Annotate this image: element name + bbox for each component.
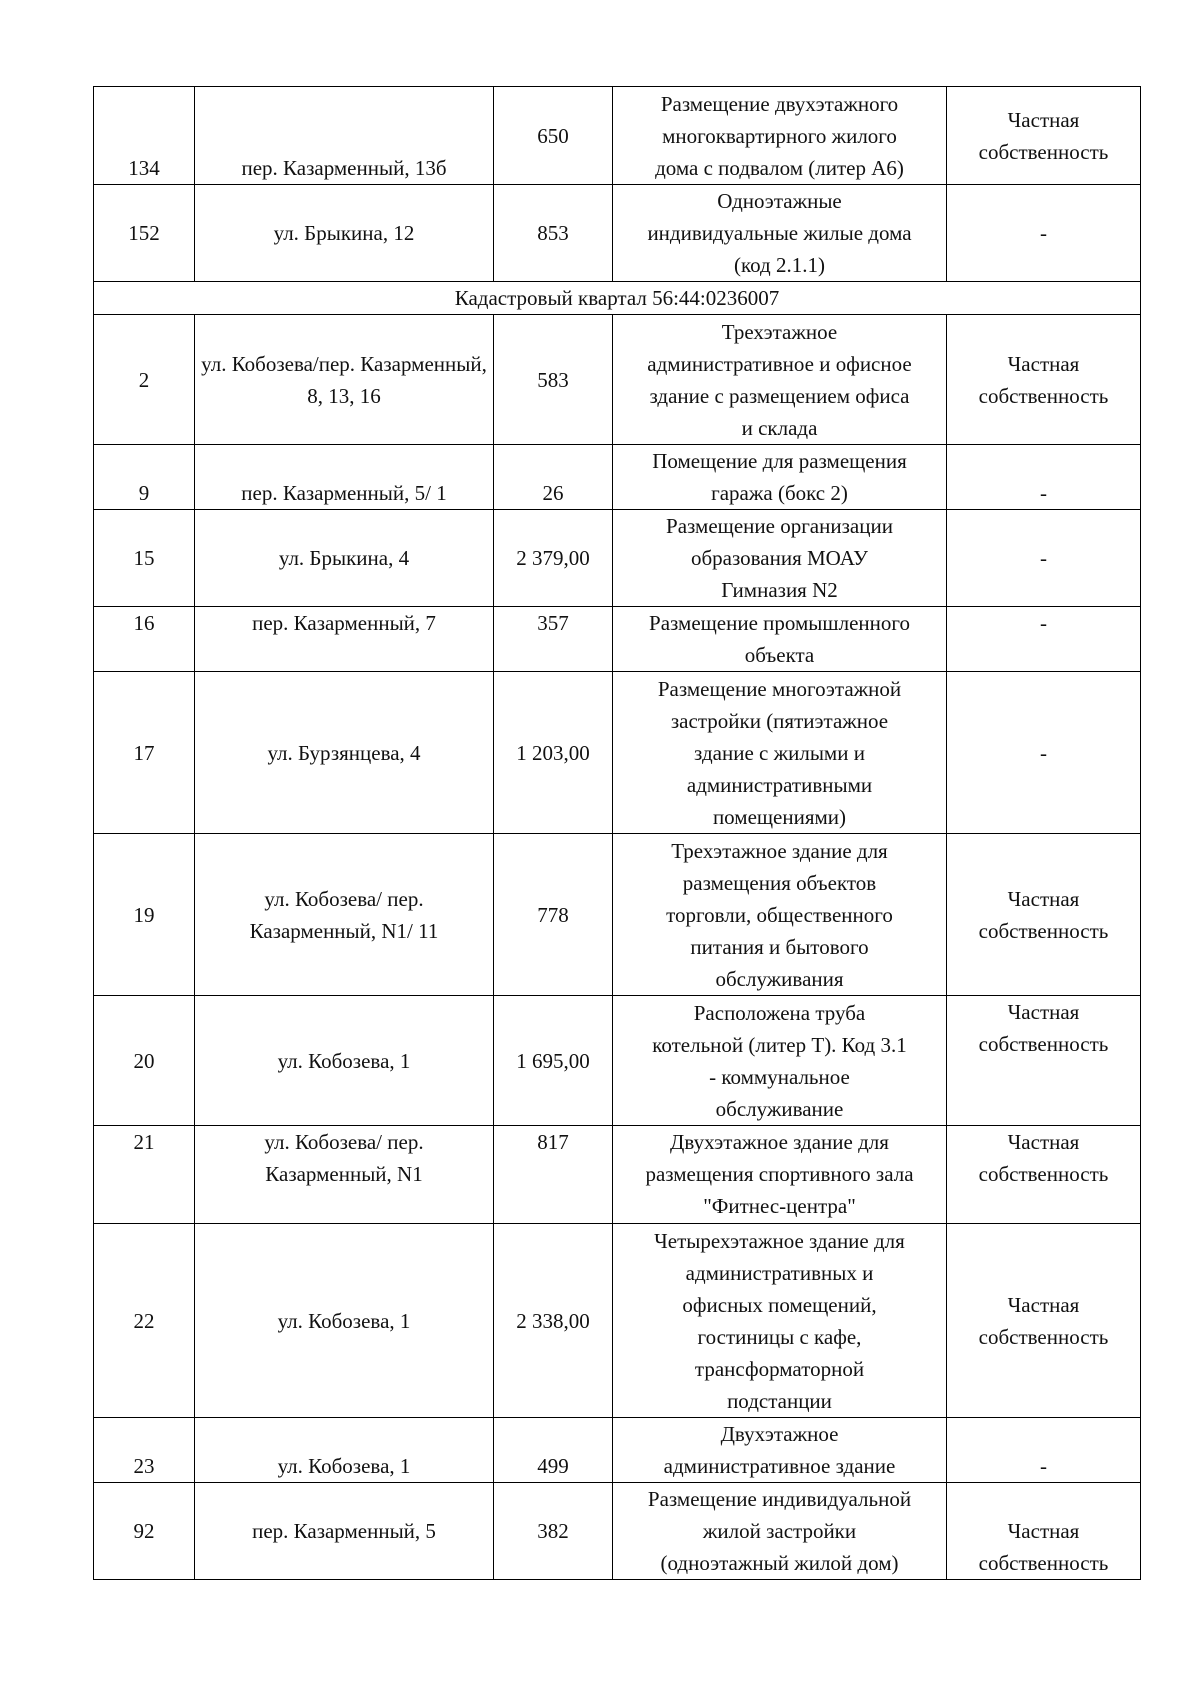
permitted-use-line: Помещение для размещения <box>652 449 907 473</box>
permitted-use-line: трансформаторной <box>694 1356 865 1381</box>
permitted-use-line: (одноэтажный жилой дом) <box>660 1551 899 1575</box>
table-row <box>94 510 1141 607</box>
permitted-use-cell <box>613 185 947 282</box>
table-row <box>94 1126 1141 1224</box>
ownership-cell: - <box>947 445 1141 510</box>
table-row <box>94 1224 1141 1418</box>
permitted-use-line: Размещение многоэтажной <box>657 676 902 701</box>
permitted-use-line: образования МОАУ <box>690 546 868 570</box>
table-row <box>94 834 1141 996</box>
permitted-use-cell <box>613 315 947 445</box>
address-cell: пер. Казарменный, 7 <box>195 607 494 672</box>
table-row <box>94 1483 1141 1580</box>
ownership-cell: - <box>947 607 1141 672</box>
permitted-use-line: Гимназия N2 <box>721 578 838 602</box>
table-row <box>94 607 1141 672</box>
permitted-use-cell <box>613 607 947 672</box>
permitted-use-line: подстанции <box>727 1388 832 1413</box>
permitted-use-line: здание с жилыми и <box>694 740 865 765</box>
permitted-use-cell <box>613 834 947 996</box>
ownership-cell: Частная собственность <box>947 1224 1141 1418</box>
address-cell: пер. Казарменный, 5 <box>195 1483 494 1580</box>
row-number-cell: 16 <box>94 607 195 672</box>
land-plots-table <box>93 86 1141 1580</box>
area-cell: 2 379,00 <box>494 510 613 607</box>
address-cell: ул. Брыкина, 12 <box>195 185 494 282</box>
permitted-use-line: Размещение двухэтажного <box>660 91 899 116</box>
table-row <box>94 315 1141 445</box>
permitted-use-line: индивидуальные жилые дома <box>647 221 912 245</box>
cadastral-block-title: Кадастровый квартал 56:44:0236007 <box>94 282 1141 315</box>
ownership-cell: - <box>947 510 1141 607</box>
row-number-cell: 134 <box>94 87 195 185</box>
area-cell: 1 203,00 <box>494 672 613 834</box>
permitted-use-cell <box>613 87 947 185</box>
address-cell: ул. Кобозева, 1 <box>195 996 494 1126</box>
permitted-use-cell <box>613 1418 947 1483</box>
area-cell: 357 <box>494 607 613 672</box>
address-cell: пер. Казарменный, 13б <box>195 87 494 185</box>
ownership-cell: Частная собственность <box>947 315 1141 445</box>
area-cell: 583 <box>494 315 613 445</box>
table-row <box>94 185 1141 282</box>
row-number-cell: 20 <box>94 996 195 1126</box>
permitted-use-line: Расположена труба <box>693 1000 866 1025</box>
address-cell: ул. Кобозева, 1 <box>195 1224 494 1418</box>
table-row <box>94 445 1141 510</box>
area-cell: 382 <box>494 1483 613 1580</box>
address-cell: пер. Казарменный, 5/ 1 <box>195 445 494 510</box>
permitted-use-line: обслуживание <box>715 1096 844 1121</box>
row-number-cell: 92 <box>94 1483 195 1580</box>
row-number-cell: 152 <box>94 185 195 282</box>
ownership-cell: - <box>947 672 1141 834</box>
address-cell: ул. Кобозева, 1 <box>195 1418 494 1483</box>
permitted-use-line: помещениями) <box>712 804 847 829</box>
permitted-use-line: Двухэтажное здание для <box>670 1130 889 1154</box>
permitted-use-line: административных и <box>685 1260 874 1285</box>
permitted-use-line: Размещение организации <box>666 514 893 538</box>
permitted-use-line: многоквартирного жилого <box>662 123 897 148</box>
permitted-use-line: Четырехэтажное здание для <box>654 1228 905 1253</box>
ownership-cell: - <box>947 185 1141 282</box>
row-number-cell: 19 <box>94 834 195 996</box>
area-cell: 817 <box>494 1126 613 1224</box>
permitted-use-cell <box>613 445 947 510</box>
permitted-use-cell <box>613 996 947 1126</box>
permitted-use-line: административное здание <box>663 1454 896 1478</box>
table-row <box>94 996 1141 1126</box>
table-body <box>94 87 1141 1580</box>
permitted-use-line: (код 2.1.1) <box>734 253 825 277</box>
area-cell: 778 <box>494 834 613 996</box>
permitted-use-line: гостиницы с кафе, <box>697 1324 862 1349</box>
permitted-use-line: гаража (бокс 2) <box>711 481 848 505</box>
row-number-cell: 9 <box>94 445 195 510</box>
permitted-use-line: котельной (литер Т). Код 3.1 <box>652 1032 907 1057</box>
permitted-use-line: административное и офисное <box>647 351 912 376</box>
area-cell: 650 <box>494 87 613 185</box>
permitted-use-line: обслуживания <box>715 966 844 991</box>
address-cell: ул. Бурзянцева, 4 <box>195 672 494 834</box>
address-cell: ул. Кобозева/пер. Казарменный, 8, 13, 16 <box>195 315 494 445</box>
permitted-use-line: размещения объектов <box>682 870 877 895</box>
row-number-cell: 21 <box>94 1126 195 1224</box>
ownership-cell: Частная собственность <box>947 1126 1141 1224</box>
permitted-use-line: - коммунальное <box>709 1064 850 1089</box>
permitted-use-line: размещения спортивного зала <box>645 1162 914 1186</box>
permitted-use-line: питания и бытового <box>690 934 869 959</box>
permitted-use-line: и склада <box>741 415 818 440</box>
row-number-cell: 15 <box>94 510 195 607</box>
permitted-use-line: здание с размещением офиса <box>649 383 910 408</box>
area-cell: 26 <box>494 445 613 510</box>
ownership-cell: Частная собственность <box>947 1483 1141 1580</box>
permitted-use-cell <box>613 672 947 834</box>
permitted-use-line: жилой застройки <box>702 1519 857 1543</box>
permitted-use-line: торговли, общественного <box>666 902 893 927</box>
table-row <box>94 87 1141 185</box>
address-cell: ул. Кобозева/ пер. Казарменный, N1/ 11 <box>195 834 494 996</box>
table-row <box>94 1418 1141 1483</box>
ownership-cell: Частная собственность <box>947 834 1141 996</box>
ownership-cell: - <box>947 1418 1141 1483</box>
permitted-use-cell <box>613 1224 947 1418</box>
table-row <box>94 672 1141 834</box>
ownership-cell: Частная собственность <box>947 87 1141 185</box>
area-cell: 853 <box>494 185 613 282</box>
permitted-use-line: "Фитнес-центра" <box>703 1194 856 1218</box>
permitted-use-line: административными <box>686 772 873 797</box>
row-number-cell: 23 <box>94 1418 195 1483</box>
permitted-use-line: Двухэтажное <box>720 1422 839 1446</box>
permitted-use-cell <box>613 1483 947 1580</box>
permitted-use-line: Одноэтажные <box>717 189 842 213</box>
permitted-use-line: офисных помещений, <box>682 1292 877 1317</box>
permitted-use-cell <box>613 510 947 607</box>
section-header-row <box>94 282 1141 315</box>
row-number-cell: 17 <box>94 672 195 834</box>
permitted-use-line: Трехэтажное здание для <box>671 838 888 863</box>
permitted-use-line: Размещение промышленного <box>649 611 910 635</box>
address-cell: ул. Брыкина, 4 <box>195 510 494 607</box>
ownership-cell: Частная собственность <box>947 996 1141 1126</box>
area-cell: 499 <box>494 1418 613 1483</box>
permitted-use-line: Размещение индивидуальной <box>647 1487 912 1511</box>
permitted-use-line: Трехэтажное <box>721 319 838 344</box>
row-number-cell: 2 <box>94 315 195 445</box>
address-cell: ул. Кобозева/ пер. Казарменный, N1 <box>195 1126 494 1224</box>
permitted-use-cell <box>613 1126 947 1224</box>
area-cell: 2 338,00 <box>494 1224 613 1418</box>
permitted-use-line: застройки (пятиэтажное <box>670 708 889 733</box>
area-cell: 1 695,00 <box>494 996 613 1126</box>
row-number-cell: 22 <box>94 1224 195 1418</box>
permitted-use-line: объекта <box>744 643 815 667</box>
permitted-use-line: дома с подвалом (литер А6) <box>655 155 904 180</box>
